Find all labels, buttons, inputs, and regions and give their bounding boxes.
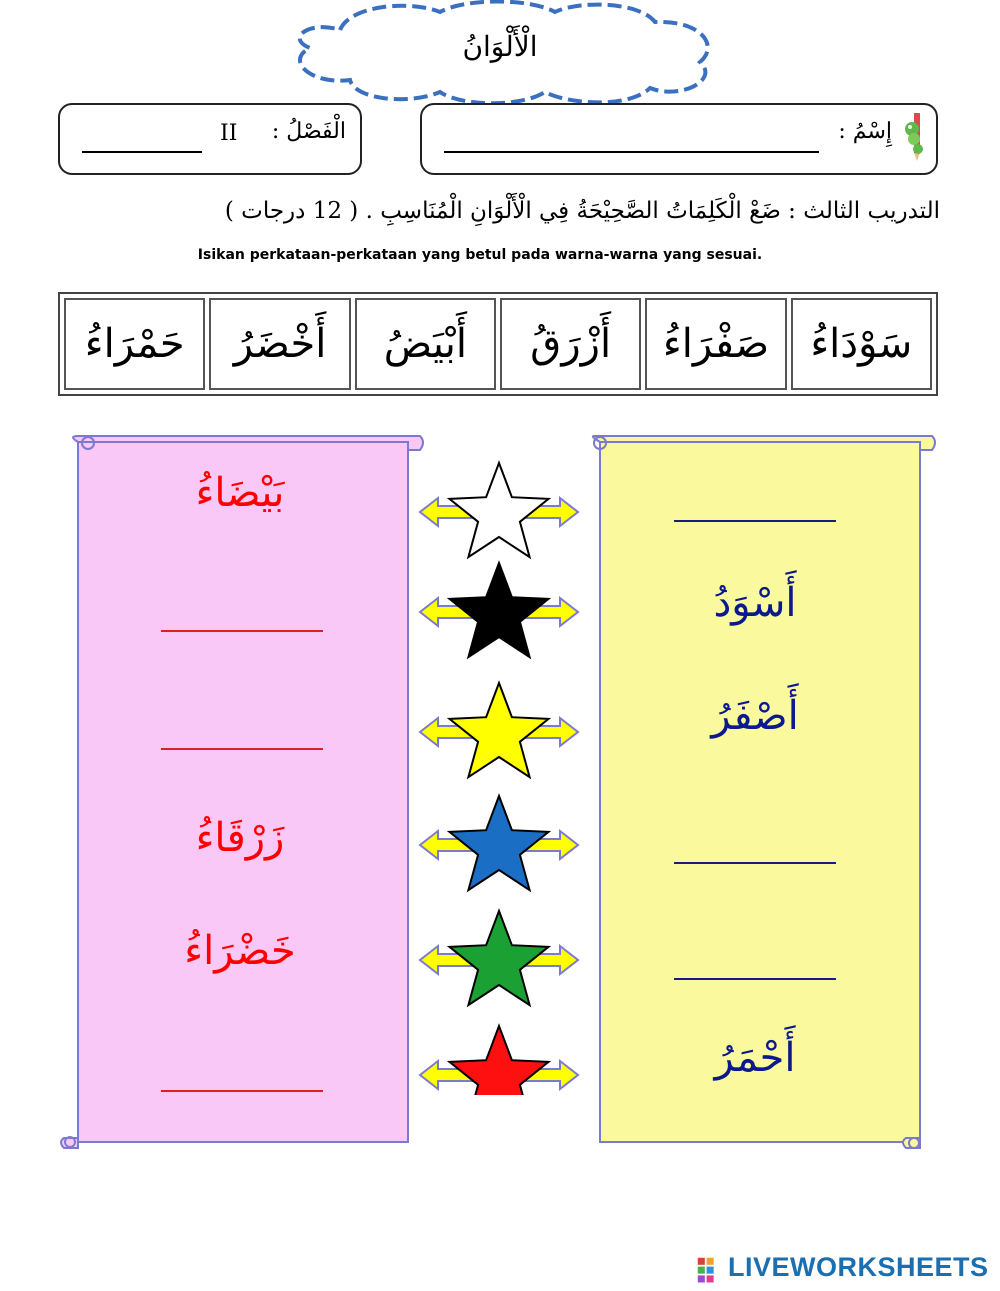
star-arrows-column (418, 445, 580, 1095)
word-bank (58, 292, 938, 396)
pink-item-blue: زَرْقَاءُ (195, 815, 285, 861)
page-title: الْأَلْوَانُ (462, 30, 538, 63)
yellow-item-yellow: أَصْفَرُ (711, 693, 799, 739)
class-value: II (220, 121, 238, 146)
word-bank-item[interactable]: أَبْيَضُ (355, 298, 496, 390)
liveworksheets-logo-icon (696, 1256, 726, 1286)
word-bank-item[interactable]: سَوْدَاءُ (791, 298, 932, 390)
instruction-arabic: التدريب الثالث : ضَعْ الْكَلِمَاتُ الصَّحِيْحَةُ فِي الْأَلْوَانِ الْمُنَاسِبِ . ( 12 درجات ) (224, 198, 940, 224)
pink-blank-black[interactable] (161, 630, 323, 632)
name-blank-line[interactable] (444, 151, 819, 153)
pink-blank-red[interactable] (161, 1090, 323, 1092)
name-box (420, 103, 938, 175)
pink-blank-yellow[interactable] (161, 748, 323, 750)
word-bank-item[interactable]: أَزْرَقُ (500, 298, 641, 390)
pink-item-green: خَضْرَاءُ (184, 928, 296, 974)
yellow-blank-blue[interactable] (674, 862, 836, 864)
star-blue-icon (450, 796, 549, 890)
word-bank-item[interactable]: أَخْضَرُ (209, 298, 350, 390)
pink-scroll (58, 432, 426, 1154)
word-bank-item[interactable]: صَفْرَاءُ (645, 298, 786, 390)
word-bank-item[interactable]: حَمْرَاءُ (64, 298, 205, 390)
instruction-malay: Isikan perkataan-perkataan yang betul pada warna-warna yang sesuai. (197, 247, 763, 263)
pink-item-white: بَيْضَاءُ (195, 470, 285, 516)
footer-brand[interactable]: LIVEWORKSHEETS (728, 1252, 989, 1282)
star-black-icon (450, 563, 549, 657)
star-white-icon (450, 463, 549, 557)
yellow-blank-green[interactable] (674, 978, 836, 980)
name-label: إِسْمُ : (838, 119, 892, 144)
yellow-item-red: أَحْمَرُ (714, 1035, 796, 1081)
yellow-item-black: أَسْوَدُ (713, 580, 797, 626)
yellow-blank-white[interactable] (674, 520, 836, 522)
star-yellow-icon (450, 683, 549, 777)
class-label: الْفَصْلُ : (271, 119, 346, 144)
bookworm-icon (902, 109, 932, 169)
class-box (58, 103, 362, 175)
star-green-icon (450, 911, 549, 1005)
class-blank-line[interactable] (82, 151, 202, 153)
star-red-icon (450, 1026, 549, 1095)
